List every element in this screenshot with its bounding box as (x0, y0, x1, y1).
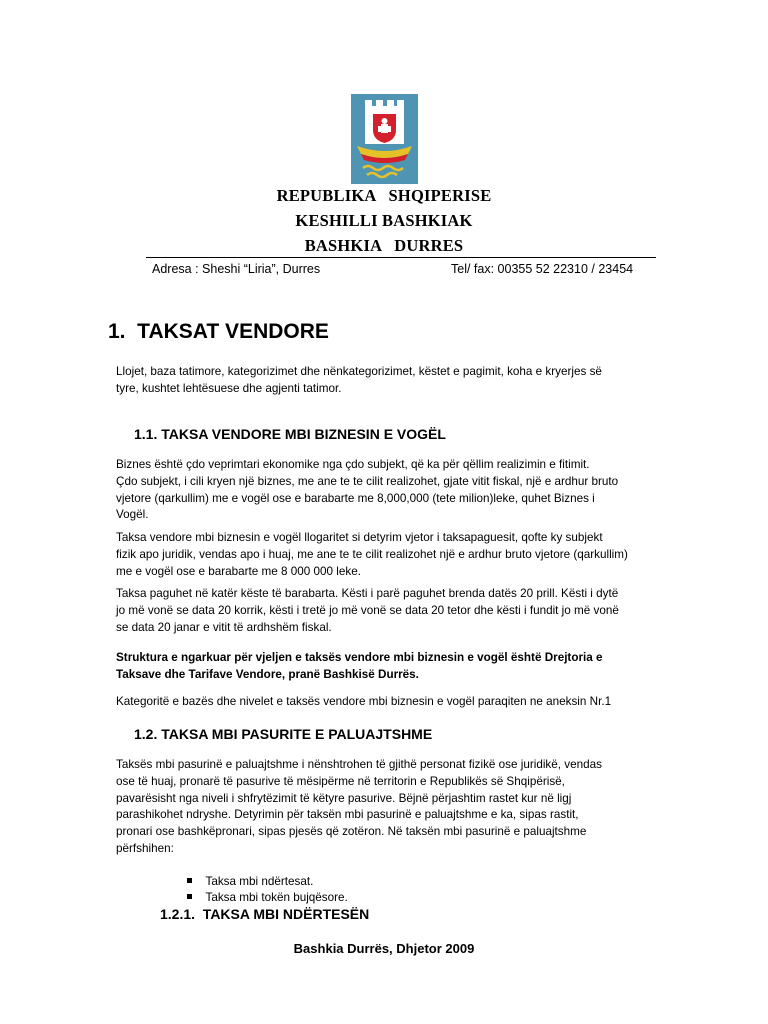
footer-place-date: Bashkia Durrës, Dhjetor 2009 (293, 941, 475, 956)
text-line: Taksës mbi pasurinë e paluajtshme i nënshtrohen të gjithë personat fizikë ose juridikë, vendas (116, 758, 602, 771)
list-item-text: Taksa mbi tokën bujqësore. (205, 891, 348, 904)
header-republic: REPUBLIKA SHQIPERISE (276, 186, 492, 205)
list-item-text: Taksa mbi ndërtesat. (205, 875, 314, 888)
text-line: parashikohet ndryshe. Detyrimin për taksën mbi pasurinë e paluajtshme e ka, sipas rastit, (116, 808, 579, 822)
list-item (180, 878, 348, 904)
text-line: ose të huaj, pronarë të pasurive të mësipërme në territorin e Republikës së Shqipërisë, (116, 774, 565, 788)
durres-coat-of-arms-logo (351, 94, 418, 184)
text-line: jo më vonë se data 20 korrik, kësti i tretë jo më vonë se data 20 tetor dhe kësti i fundit jo më vonë (116, 603, 619, 617)
text-line: se data 20 janar e vitit të ardhshëm fiskal. (116, 620, 332, 634)
text-line: vjetore (qarkullim) me e vogël ose e barabarte me 8,000,000 (tete milion)leke, quhet Biznes i (116, 491, 595, 505)
section-1-intro (116, 364, 654, 398)
durres-coat-of-arms-icon (351, 94, 418, 184)
text-line: Taksa vendore mbi biznesin e vogël llogaritet si detyrim vjetor i taksapaguesit, qofte ky subjekt (116, 531, 603, 544)
section-1-2-1-title: 1.2.1. TAKSA MBI NDËRTESËN (160, 906, 370, 922)
section-1-1-paragraph-2 (116, 530, 654, 580)
header-council: KESHILLI BASHKIAK (295, 211, 473, 230)
text-line: Llojet, baza tatimore, kategorizimet dhe nënkategorizimet, këstet e pagimit, koha e kryerjes së (116, 365, 602, 378)
text-line: fizik apo juridik, vendas apo i huaj, me ane te te cilit realizohet një e ardhur bruto vjetore (qarkullim) (116, 547, 628, 561)
section-1-1-responsible-body (116, 650, 654, 684)
text-line: Taksave dhe Tarifave Vendore, pranë Bashkisë Durrës. (116, 667, 419, 681)
section-1-title: 1. TAKSAT VENDORE (108, 320, 329, 343)
header-municipality: BASHKIA DURRES (304, 236, 464, 255)
header-address: Adresa : Sheshi “Liria”, Durres (152, 262, 321, 276)
section-1-2-title: 1.2. TAKSA MBI PASURITE E PALUAJTSHME (134, 726, 433, 742)
text-line: me e vogël ose e barabarte me 8 000 000 leke. (116, 564, 361, 578)
text-line: Vogël. (116, 508, 149, 522)
text-line: përfshihen: (116, 841, 174, 855)
section-1-1-annex-note: Kategoritë e bazës dhe nivelet e taksës vendore mbi biznesin e vogël paraqiten ne aneksin Nr.1 (116, 695, 612, 708)
header-divider (146, 257, 656, 258)
text-line: tyre, kushtet lehtësuese dhe agjenti tatimor. (116, 381, 342, 395)
text-line: Struktura e ngarkuar për vjeljen e taksës vendore mbi biznesin e vogël është Drejtoria e (116, 651, 603, 664)
section-1-1-paragraph-3 (116, 586, 654, 636)
section-1-1-title: 1.1. TAKSA VENDORE MBI BIZNESIN E VOGËL (134, 426, 446, 442)
text-line: pronari ose bashkëpronari, sipas pjesës që zotëron. Në taksën mbi pasurinë e paluajtshme (116, 825, 587, 839)
text-line: Çdo subjekt, i cili kryen një biznes, me ane te te cilit realizohet, gjate vitit fiskal, një e ardhur bruto (116, 474, 619, 488)
text-line: Taksa paguhet në katër këste të barabarta. Kësti i parë paguhet brenda datës 20 prill. Kësti i dytë (116, 587, 619, 600)
text-line: Biznes është çdo veprimtari ekonomike nga çdo subjekt, që ka për qëllim realizimin e fitimit. (116, 458, 590, 471)
header-telfax: Tel/ fax: 00355 52 22310 / 23454 (451, 262, 634, 276)
section-1-1-paragraph-1 (116, 457, 654, 524)
text-line: pavarësisht nga niveli i shfrytëzimit të këtyre pasurive. Bëjnë përjashtim rastet kur në ligj (116, 791, 572, 805)
bullet-square-icon (187, 894, 192, 899)
section-1-2-paragraph-1 (116, 757, 654, 858)
